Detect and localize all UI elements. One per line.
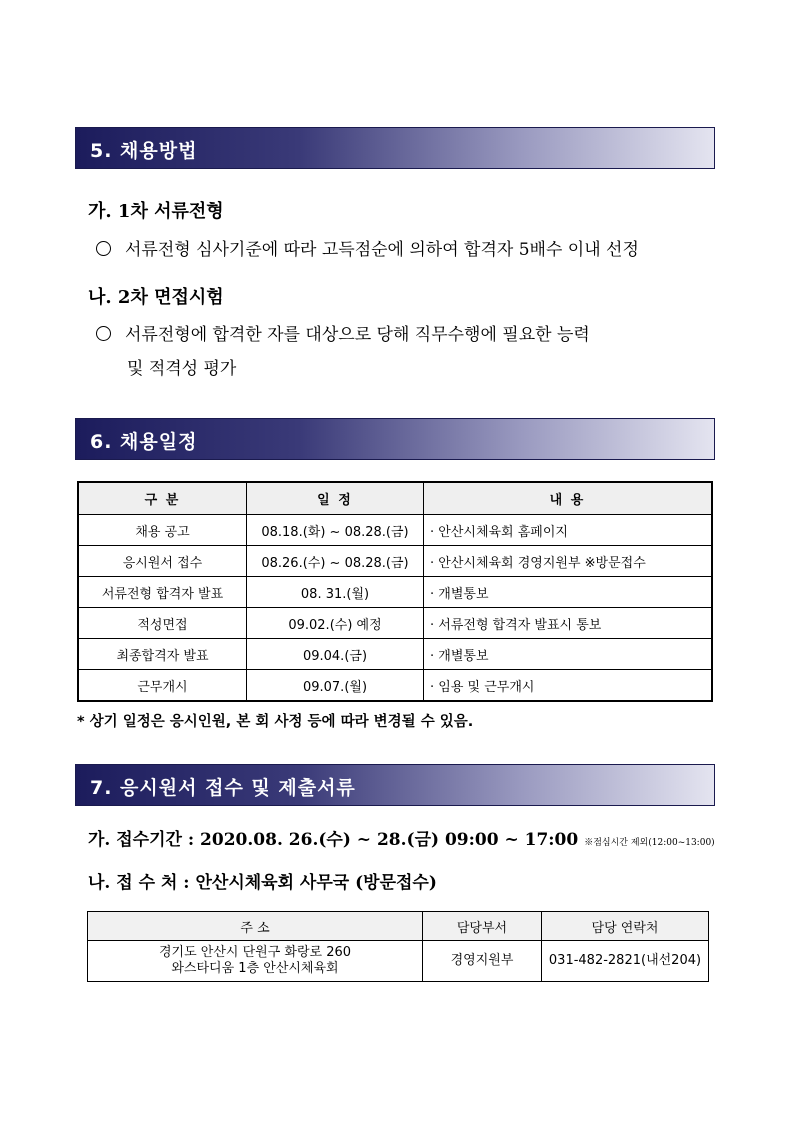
- schedule-table: [77, 481, 713, 702]
- cell-date: 08.26.(수) ~ 08.28.(금): [247, 546, 424, 577]
- cell-content: · 서류전형 합격자 발표시 통보: [424, 608, 713, 639]
- col-phone: 담당 연락처: [542, 912, 709, 941]
- cell-date: 09.02.(수) 예정: [247, 608, 424, 639]
- cell-date: 08. 31.(월): [247, 577, 424, 608]
- address-line2: 와스타디움 1층 안산시체육회: [171, 961, 339, 976]
- section-5-header: [75, 127, 715, 169]
- step2-text-line1: 서류전형에 합격한 자를 대상으로 당해 직무수행에 필요한 능력: [125, 325, 590, 345]
- table-row: [78, 670, 712, 702]
- cell-date: 09.07.(월): [247, 670, 424, 702]
- section-7-header: [75, 764, 715, 806]
- cell-content: · 안산시체육회 홈페이지: [424, 515, 713, 546]
- schedule-header-row: [78, 482, 712, 515]
- application-place: 나. 접 수 처 : 안산시체육회 사무국 (방문접수): [88, 873, 437, 893]
- table-row: [78, 546, 712, 577]
- section-6-header: [75, 418, 715, 460]
- contact-table: [87, 911, 709, 982]
- col-content: 내 용: [424, 482, 713, 515]
- col-address: 주 소: [88, 912, 423, 941]
- circle-bullet-icon: [96, 326, 111, 341]
- circle-bullet-icon: [96, 241, 111, 256]
- table-row: [78, 608, 712, 639]
- cell-category: 최종합격자 발표: [78, 639, 247, 670]
- col-category: 구 분: [78, 482, 247, 515]
- cell-date: 09.04.(금): [247, 639, 424, 670]
- table-row: [88, 941, 709, 982]
- section-7-title: 7. 응시원서 접수 및 제출서류: [90, 777, 356, 799]
- cell-category: 적성면접: [78, 608, 247, 639]
- step1-text: 서류전형 심사기준에 따라 고득점순에 의하여 합격자 5배수 이내 선정: [125, 240, 639, 260]
- cell-content: · 임용 및 근무개시: [424, 670, 713, 702]
- contact-header-row: [88, 912, 709, 941]
- step1-heading: 가. 1차 서류전형: [88, 201, 224, 222]
- step2-text-line2: 및 적격성 평가: [127, 359, 237, 379]
- step2-heading: 나. 2차 면접시험: [88, 287, 224, 308]
- col-date: 일 정: [247, 482, 424, 515]
- cell-phone: 031-482-2821(내선204): [542, 941, 709, 982]
- cell-category: 근무개시: [78, 670, 247, 702]
- table-row: [78, 515, 712, 546]
- cell-content: · 개별통보: [424, 577, 713, 608]
- cell-category: 응시원서 접수: [78, 546, 247, 577]
- cell-date: 08.18.(화) ~ 08.28.(금): [247, 515, 424, 546]
- step1-bullet: [96, 233, 639, 267]
- address-line1: 경기도 안산시 단원구 화랑로 260: [158, 945, 352, 960]
- cell-category: 채용 공고: [78, 515, 247, 546]
- cell-category: 서류전형 합격자 발표: [78, 577, 247, 608]
- period-text: 가. 접수기간 : 2020.08. 26.(수) ~ 28.(금) 09:00 ~ 17:00: [88, 830, 579, 850]
- table-row: [78, 639, 712, 670]
- cell-address: [88, 941, 423, 982]
- section-6-title: 6. 채용일정: [90, 431, 198, 453]
- col-department: 담당부서: [423, 912, 542, 941]
- cell-content: · 개별통보: [424, 639, 713, 670]
- cell-content: · 안산시체육회 경영지원부 ※방문접수: [424, 546, 713, 577]
- lunch-note: ※점심시간 제외(12:00~13:00): [584, 838, 715, 848]
- cell-department: 경영지원부: [423, 941, 542, 982]
- table-row: [78, 577, 712, 608]
- schedule-note: * 상기 일정은 응시인원, 본 회 사정 등에 따라 변경될 수 있음.: [77, 714, 474, 730]
- application-period: [88, 825, 715, 850]
- section-5-title: 5. 채용방법: [90, 140, 198, 162]
- step2-bullet: [96, 318, 590, 352]
